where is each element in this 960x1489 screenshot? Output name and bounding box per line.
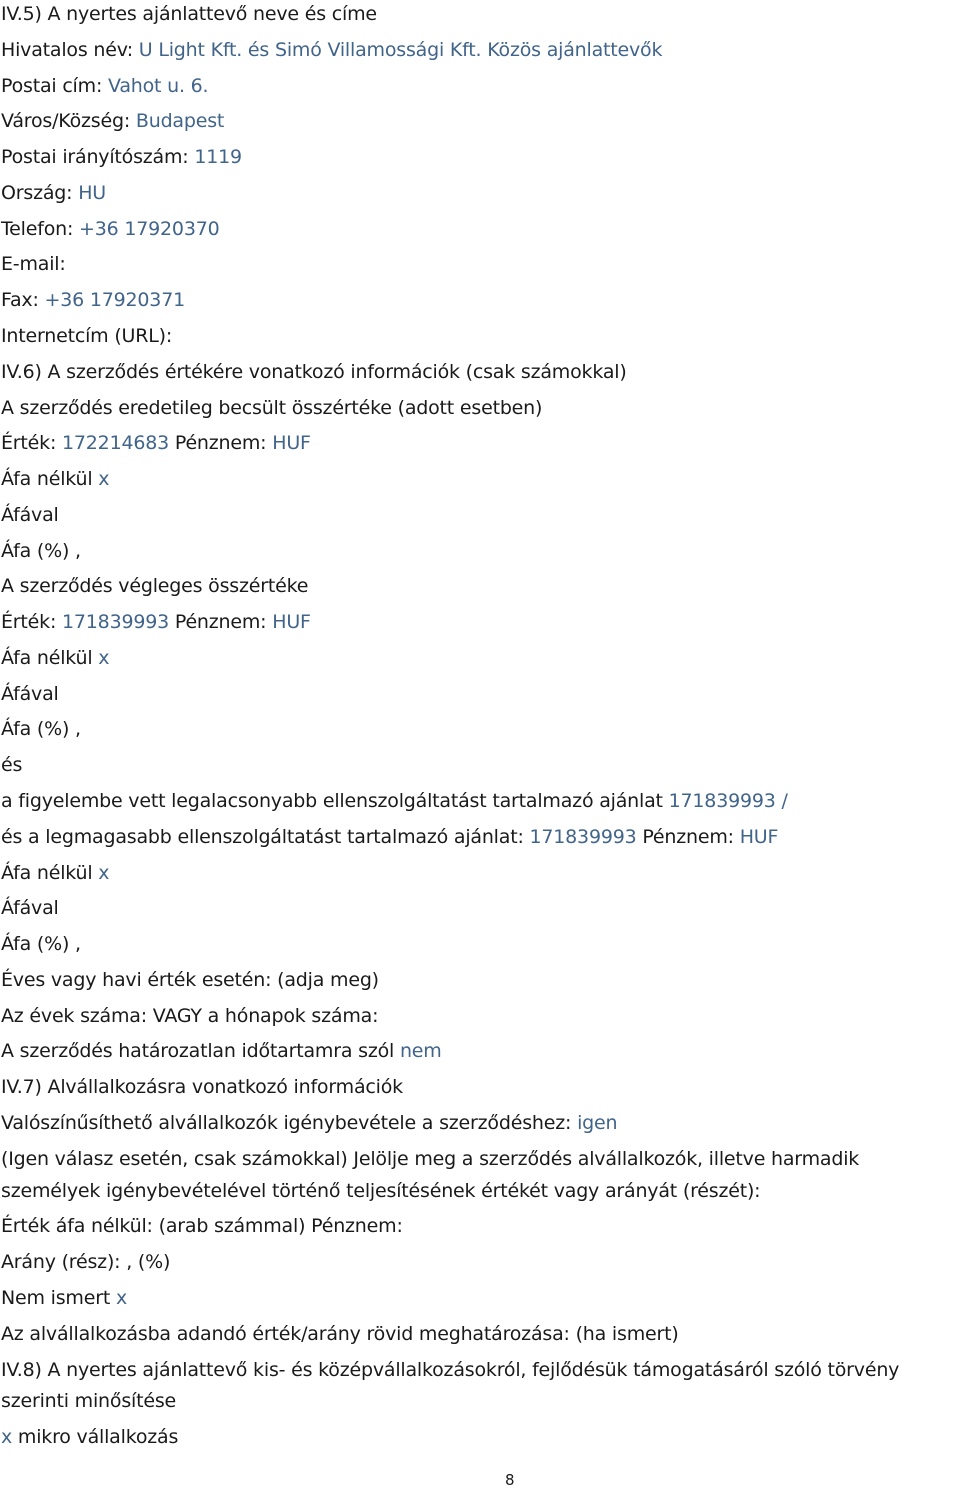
micro-row xyxy=(1,1426,178,1448)
country-label: Ország: xyxy=(1,182,73,204)
likely-sub-row xyxy=(1,1112,617,1134)
no-vat-row xyxy=(1,468,109,490)
unknown-mark: x xyxy=(115,1287,127,1309)
city-row xyxy=(1,110,224,132)
value-no-vat-label: Érték áfa nélkül: (arab számmal) Pénznem: xyxy=(1,1215,403,1237)
postal-address-value: Vahot u. 6. xyxy=(108,75,209,97)
lowest-offer-label: a figyelembe vett legalacsonyabb ellenszolgáltatást tartalmazó ajánlat xyxy=(1,790,663,812)
lowest-offer-value: 171839993 / xyxy=(668,790,788,812)
no-vat-label: Áfa nélkül xyxy=(1,468,93,490)
city-value: Budapest xyxy=(135,110,225,132)
url-label: Internetcím (URL): xyxy=(1,325,173,347)
with-vat-label: Áfával xyxy=(1,897,59,919)
highest-offer-row xyxy=(1,826,778,848)
country-row xyxy=(1,182,106,204)
no-vat-mark: x xyxy=(98,862,110,884)
iv5-heading: IV.5) A nyertes ajánlattevő neve és címe xyxy=(1,3,377,25)
unknown-row xyxy=(1,1287,127,1309)
indefinite-value: nem xyxy=(399,1040,442,1062)
indefinite-row xyxy=(1,1040,442,1062)
currency-label: Pénznem: xyxy=(174,611,267,633)
official-name-label: Hivatalos név: xyxy=(1,39,133,61)
phone-value: +36 17920370 xyxy=(79,218,220,240)
and-label: és xyxy=(1,754,23,776)
value-label: Érték: xyxy=(1,432,57,454)
fax-row xyxy=(1,289,185,311)
no-vat-mark: x xyxy=(98,468,110,490)
short-desc-label: Az alvállalkozásba adandó érték/arány rövid meghatározása: (ha ismert) xyxy=(1,1323,679,1345)
no-vat-row xyxy=(1,647,109,669)
city-label: Város/Község: xyxy=(1,110,131,132)
postcode-value: 1119 xyxy=(194,146,242,168)
iv7-heading: IV.7) Alvállalkozásra vonatkozó információk xyxy=(1,1076,403,1098)
unknown-label: Nem ismert xyxy=(1,1287,111,1309)
estimated-value-row xyxy=(1,432,311,454)
estimated-heading: A szerződés eredetileg becsült összértéke (adott esetben) xyxy=(1,397,543,419)
with-vat-label: Áfával xyxy=(1,683,59,705)
indefinite-label: A szerződés határozatlan időtartamra szól xyxy=(1,1040,395,1062)
page-number: 8 xyxy=(505,1471,515,1489)
official-name-value: U Light Kft. és Simó Villamossági Kft. Közös ajánlattevők xyxy=(138,39,663,61)
highest-offer-value: 171839993 xyxy=(529,826,637,848)
currency-label: Pénznem: xyxy=(642,826,734,848)
no-vat-label: Áfa nélkül xyxy=(1,647,93,669)
no-vat-mark: x xyxy=(98,647,110,669)
no-vat-label: Áfa nélkül xyxy=(1,862,93,884)
phone-label: Telefon: xyxy=(1,218,74,240)
postal-address-label: Postai cím: xyxy=(1,75,103,97)
micro-label: mikro vállalkozás xyxy=(17,1426,179,1448)
if-yes-line-2: személyek igénybevételével történő teljesítésének értékét vagy arányát (részét): xyxy=(1,1180,761,1202)
vat-pct-label: Áfa (%) , xyxy=(1,540,81,562)
value-label: Érték: xyxy=(1,611,57,633)
email-label: E-mail: xyxy=(1,253,66,275)
iv8-heading-line-1: IV.8) A nyertes ajánlattevő kis- és középvállalkozásokról, fejlődésük támogatásáról szóló törvény xyxy=(1,1359,900,1381)
final-value: 171839993 xyxy=(62,611,170,633)
years-months-label: Az évek száma: VAGY a hónapok száma: xyxy=(1,1005,379,1027)
vat-pct-label: Áfa (%) , xyxy=(1,718,81,740)
currency-label: Pénznem: xyxy=(174,432,267,454)
postcode-row xyxy=(1,146,242,168)
iv6-heading: IV.6) A szerződés értékére vonatkozó információk (csak számokkal) xyxy=(1,361,627,383)
highest-offer-label: és a legmagasabb ellenszolgáltatást tartalmazó ajánlat: xyxy=(1,826,524,848)
fax-value: +36 17920371 xyxy=(44,289,185,311)
estimated-value: 172214683 xyxy=(62,432,170,454)
lowest-offer-row xyxy=(1,790,788,812)
currency-value: HUF xyxy=(272,432,311,454)
vat-pct-label: Áfa (%) , xyxy=(1,933,81,955)
final-value-row xyxy=(1,611,311,633)
if-yes-line-1: (Igen válasz esetén, csak számokkal) Jelölje meg a szerződés alvállalkozók, illetve harmadik xyxy=(1,1148,860,1170)
with-vat-label: Áfával xyxy=(1,504,59,526)
micro-mark: x xyxy=(1,1426,13,1448)
likely-sub-label: Valószínűsíthető alvállalkozók igénybevétele a szerződéshez: xyxy=(1,1112,572,1134)
ratio-label: Arány (rész): , (%) xyxy=(1,1251,171,1273)
postcode-label: Postai irányítószám: xyxy=(1,146,189,168)
postal-address-row xyxy=(1,75,208,97)
currency-value: HUF xyxy=(272,611,311,633)
iv8-heading-line-2: szerinti minősítése xyxy=(1,1390,177,1412)
fax-label: Fax: xyxy=(1,289,39,311)
final-heading: A szerződés végleges összértéke xyxy=(1,575,309,597)
annual-monthly-label: Éves vagy havi érték esetén: (adja meg) xyxy=(1,969,379,991)
no-vat-row xyxy=(1,862,109,884)
likely-sub-value: igen xyxy=(577,1112,618,1134)
official-name-row xyxy=(1,39,662,61)
currency-value: HUF xyxy=(739,826,779,848)
phone-row xyxy=(1,218,220,240)
country-value: HU xyxy=(78,182,106,204)
